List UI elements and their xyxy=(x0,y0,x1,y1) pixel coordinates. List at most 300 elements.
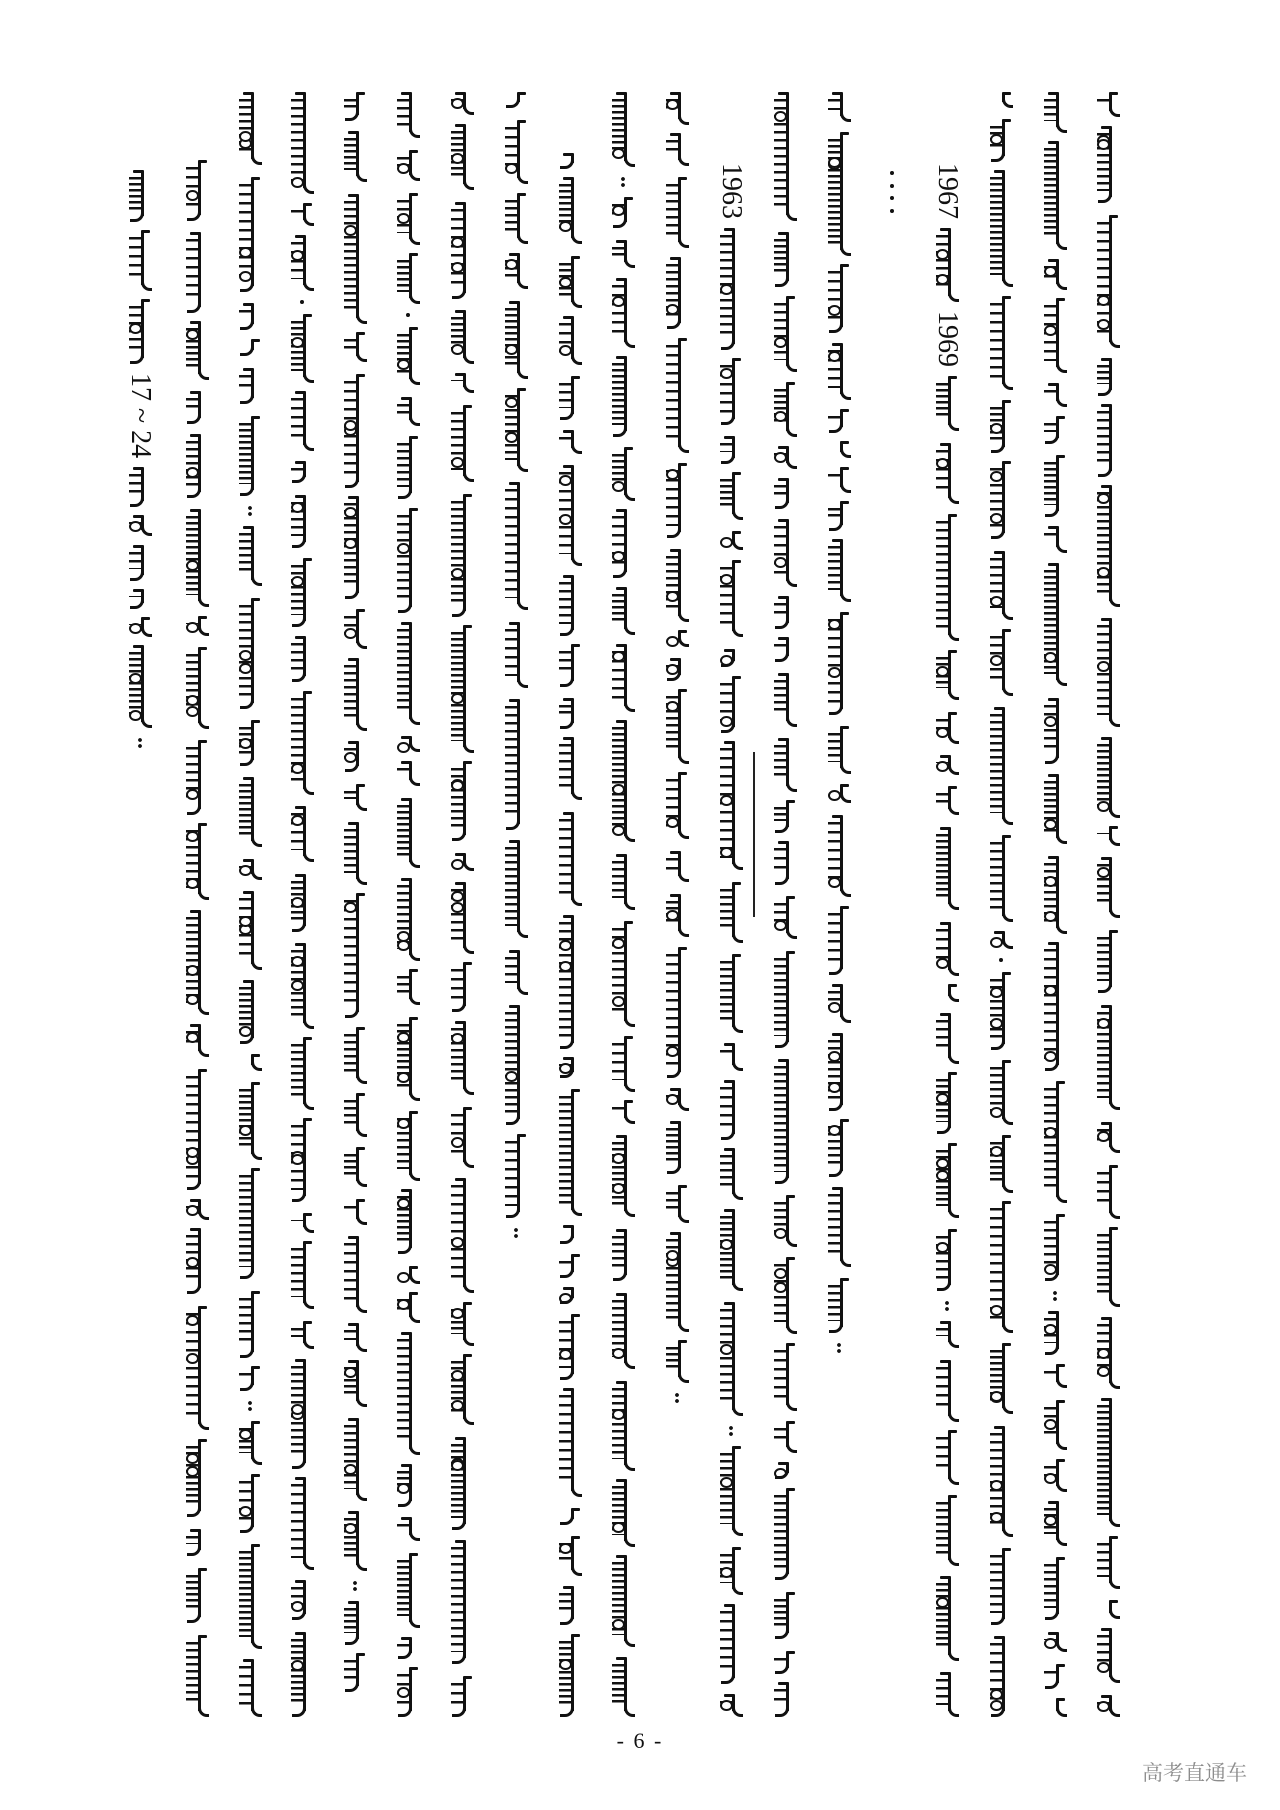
mongolian-word xyxy=(1040,1311,1070,1355)
mongolian-word xyxy=(393,969,423,1005)
mongolian-word xyxy=(824,539,854,602)
mongolian-word xyxy=(986,1135,1016,1193)
letter-loop xyxy=(612,996,625,1007)
mongolian-word xyxy=(662,133,692,166)
letter-loop xyxy=(291,1154,304,1165)
mongolian-word xyxy=(986,972,1016,1050)
mongolian-word xyxy=(770,1195,800,1247)
mongolian-word xyxy=(340,1199,370,1225)
mongolian-word xyxy=(662,463,692,538)
mongolian-word xyxy=(662,1121,692,1174)
mongolian-word xyxy=(287,314,317,383)
letter-loop xyxy=(451,1400,464,1411)
mongolian-word xyxy=(235,980,265,1044)
mongolian-word xyxy=(555,915,585,1049)
letter-loop xyxy=(774,411,787,422)
mongolian-word xyxy=(716,1043,746,1071)
mongolian-word xyxy=(235,1291,265,1358)
letter-loop xyxy=(451,780,464,791)
mongolian-word xyxy=(393,1111,423,1181)
letter-loop xyxy=(666,1094,679,1105)
mongolian-word xyxy=(447,92,477,115)
letter-loop xyxy=(291,897,304,908)
mongolian-word xyxy=(447,962,477,1012)
mongolian-word xyxy=(1040,1459,1070,1492)
mongolian-word xyxy=(287,235,317,291)
letter-loop xyxy=(186,190,199,201)
mongolian-word xyxy=(555,575,585,636)
text-column xyxy=(986,0,1016,1810)
letter-loop xyxy=(774,337,787,348)
letter-loop xyxy=(1044,1051,1057,1062)
mongolian-word xyxy=(932,827,962,910)
mongolian-word xyxy=(447,1178,477,1293)
letter-loop xyxy=(720,1344,733,1355)
letter-loop xyxy=(291,177,304,188)
mongolian-word xyxy=(608,1229,638,1281)
mongolian-word xyxy=(608,92,638,167)
letter-loop xyxy=(186,1466,199,1477)
mongolian-word xyxy=(125,467,155,507)
letter-loop xyxy=(666,99,679,110)
mongolian-word xyxy=(1093,1317,1123,1389)
letter-loop xyxy=(186,467,199,478)
letter-loop xyxy=(612,1619,625,1630)
letter-loop xyxy=(666,1046,679,1057)
letter-loop xyxy=(239,738,252,749)
letter-loop xyxy=(451,344,464,355)
letter-loop xyxy=(129,323,142,334)
mongolian-word xyxy=(1093,1122,1123,1153)
letter-loop xyxy=(774,1268,787,1279)
letter-loop xyxy=(239,663,252,674)
letter-loop xyxy=(505,259,518,270)
letter-loop xyxy=(1097,1662,1110,1673)
mongolian-word xyxy=(1040,298,1070,373)
letter-loop xyxy=(397,1687,410,1698)
mongolian-word xyxy=(235,368,265,404)
letter-loop xyxy=(1097,661,1110,672)
mongolian-word xyxy=(932,786,962,815)
letter-loop xyxy=(505,1071,518,1082)
mongolian-word xyxy=(770,596,800,629)
mongolian-word xyxy=(393,1017,423,1101)
mongolian-word xyxy=(1093,1398,1123,1527)
mongolian-word xyxy=(555,1254,585,1278)
letter-loop xyxy=(936,1170,949,1181)
mongolian-word xyxy=(824,984,854,1023)
mongolian-word xyxy=(1093,618,1123,727)
mongolian-word xyxy=(287,691,317,795)
text-column xyxy=(770,0,800,1810)
mongolian-word xyxy=(608,1293,638,1369)
mongolian-word xyxy=(716,1302,746,1416)
letter-loop xyxy=(1044,876,1057,887)
mongolian-word xyxy=(555,1508,585,1525)
mongolian-word xyxy=(986,296,1016,390)
text-column xyxy=(662,0,692,1810)
mongolian-word xyxy=(340,658,370,731)
letter-loop xyxy=(559,345,572,356)
mongolian-word xyxy=(662,851,692,882)
mongolian-word xyxy=(932,1229,962,1291)
letter-loop xyxy=(451,693,464,704)
letter-loop xyxy=(720,537,733,548)
letter-loop xyxy=(1097,493,1110,504)
letter-loop xyxy=(129,623,142,634)
letter-loop xyxy=(397,742,410,753)
letter-loop xyxy=(1044,1419,1057,1430)
letter-loop xyxy=(505,163,518,174)
mongolian-word xyxy=(182,1024,212,1057)
letter-loop xyxy=(666,701,679,712)
letter-loop xyxy=(666,469,679,480)
ellipsis-dot xyxy=(890,184,894,188)
mongolian-word xyxy=(716,741,746,870)
letter-loop xyxy=(397,1299,410,1310)
letter-loop xyxy=(990,1480,1003,1491)
mongolian-word xyxy=(824,501,854,531)
letter-loop xyxy=(239,1429,252,1440)
mongolian-word xyxy=(932,1430,962,1485)
letter-loop xyxy=(344,902,357,913)
text-column xyxy=(1093,0,1123,1810)
letter-loop xyxy=(291,763,304,774)
mongolian-word xyxy=(182,910,212,1015)
mongolian-word xyxy=(182,1635,212,1717)
mongolian-word xyxy=(287,1241,317,1309)
mongolian-word xyxy=(932,228,962,302)
mongolian-word xyxy=(986,119,1016,162)
mongolian-word xyxy=(662,549,692,622)
text-column xyxy=(125,0,155,1810)
letter-loop xyxy=(666,591,679,602)
number-text: 1963 xyxy=(716,163,747,219)
mongolian-word xyxy=(932,755,962,775)
letter-loop xyxy=(451,859,464,870)
letter-loop xyxy=(828,877,841,888)
letter-loop xyxy=(936,458,949,469)
mongolian-word xyxy=(824,132,854,256)
letter-loop xyxy=(239,650,252,661)
mongolian-word xyxy=(125,589,155,609)
mongolian-word xyxy=(340,1236,370,1313)
mongolian-word xyxy=(1093,826,1123,846)
mongolian-word xyxy=(555,698,585,729)
letter-loop xyxy=(1097,319,1110,330)
letter-loop xyxy=(397,163,410,174)
mongolian-word xyxy=(287,1037,317,1110)
mongolian-word xyxy=(340,1418,370,1501)
mongolian-word xyxy=(287,495,317,548)
letter-loop xyxy=(186,1257,199,1268)
number-text: 1969 xyxy=(932,311,963,367)
mongolian-word xyxy=(235,1366,265,1391)
mongolian-word xyxy=(986,551,1016,620)
mongolian-word xyxy=(447,1540,477,1664)
letter-loop xyxy=(828,157,841,168)
mongolian-word xyxy=(662,689,692,764)
mongolian-word xyxy=(716,1148,746,1200)
mongolian-word xyxy=(608,356,638,437)
mongolian-word xyxy=(1093,126,1123,203)
mongolian-word xyxy=(1040,1698,1070,1717)
letter-loop xyxy=(186,1353,199,1364)
mongolian-word xyxy=(770,1682,800,1717)
mongolian-word xyxy=(182,321,212,380)
number-text: 1967 xyxy=(932,163,963,219)
mongolian-word xyxy=(608,1100,638,1124)
letter-loop xyxy=(239,865,252,876)
letter-loop xyxy=(451,153,464,164)
mongolian-word xyxy=(340,893,370,1018)
text-column xyxy=(287,0,317,1810)
letter-loop xyxy=(990,1391,1003,1402)
mongolian-word xyxy=(235,720,265,766)
mongolian-word xyxy=(287,461,317,483)
ellipsis-dot xyxy=(890,196,894,200)
letter-loop xyxy=(186,831,199,842)
letter-loop xyxy=(397,213,410,224)
mongolian-word xyxy=(716,1446,746,1536)
mongolian-word xyxy=(555,376,585,420)
letter-loop xyxy=(1044,652,1057,663)
letter-loop xyxy=(559,940,572,951)
letter-loop xyxy=(720,716,733,727)
mongolian-word xyxy=(932,1321,962,1348)
ellipsis-dot xyxy=(890,209,894,213)
full-stop-mark xyxy=(729,1425,733,1437)
mongolian-word xyxy=(662,772,692,839)
letter-loop xyxy=(186,878,199,889)
letter-loop xyxy=(451,1237,464,1248)
mongolian-word xyxy=(501,950,531,995)
mongolian-word xyxy=(182,1069,212,1190)
mongolian-word xyxy=(1093,1005,1123,1110)
letter-loop xyxy=(186,994,199,1005)
mongolian-word xyxy=(608,1381,638,1471)
mongolian-word xyxy=(501,622,531,688)
mongolian-word xyxy=(393,1517,423,1541)
mongolian-word xyxy=(932,1072,962,1134)
letter-loop xyxy=(936,1597,949,1608)
mongolian-word xyxy=(393,1464,423,1507)
letter-loop xyxy=(397,1032,410,1043)
letter-loop xyxy=(828,1002,841,1013)
mongolian-word xyxy=(340,194,370,324)
letter-loop xyxy=(612,551,625,562)
letter-loop xyxy=(559,1659,572,1670)
mongolian-word xyxy=(932,1143,962,1218)
mongolian-word xyxy=(770,800,800,833)
mongolian-word xyxy=(340,332,370,362)
mongolian-word xyxy=(182,1306,212,1430)
mongolian-word xyxy=(340,1653,370,1692)
mongolian-word xyxy=(393,878,423,961)
mongolian-word xyxy=(555,1089,585,1216)
mongolian-word xyxy=(287,1321,317,1349)
letter-loop xyxy=(774,1468,787,1479)
letter-loop xyxy=(990,987,1003,998)
letter-loop xyxy=(186,789,199,800)
letter-loop xyxy=(1044,1324,1057,1335)
text-column xyxy=(501,0,531,1810)
mongolian-word xyxy=(555,1536,585,1576)
mongolian-word xyxy=(1093,404,1123,477)
mongolian-word xyxy=(932,1495,962,1566)
mongolian-word xyxy=(770,637,800,662)
letter-loop xyxy=(990,937,1003,948)
mongolian-word xyxy=(716,1547,746,1595)
letter-loop xyxy=(612,1409,625,1420)
mongolian-word xyxy=(393,253,423,304)
mongolian-word xyxy=(662,257,692,329)
letter-loop xyxy=(666,1250,679,1261)
text-column xyxy=(555,0,585,1810)
letter-loop xyxy=(559,221,572,232)
mongolian-word xyxy=(1093,737,1123,818)
watermark: 高考直通车 xyxy=(1142,1761,1247,1785)
mongolian-word xyxy=(555,1057,585,1078)
full-stop-mark xyxy=(837,1342,841,1354)
letter-loop xyxy=(936,249,949,260)
letter-loop xyxy=(666,304,679,315)
mongolian-word xyxy=(182,160,212,221)
mongolian-word xyxy=(447,202,477,299)
letter-loop xyxy=(1044,1127,1057,1138)
mongolian-word xyxy=(287,1632,317,1717)
mongolian-word xyxy=(447,1437,477,1530)
mongolian-word xyxy=(555,177,585,244)
letter-loop xyxy=(239,247,252,258)
mongolian-word xyxy=(235,1082,265,1160)
mongolian-word xyxy=(662,894,692,937)
mongolian-word xyxy=(393,508,423,613)
mongolian-word xyxy=(1093,930,1123,993)
letter-loop xyxy=(559,1063,572,1074)
mongolian-word xyxy=(716,1080,746,1140)
mongolian-word xyxy=(235,303,265,330)
letter-loop xyxy=(990,423,1003,434)
mongolian-word xyxy=(235,859,265,880)
mongolian-word xyxy=(824,343,854,400)
mongolian-word xyxy=(1093,92,1123,117)
mongolian-word xyxy=(608,1555,638,1647)
letter-loop xyxy=(1097,1366,1110,1377)
full-stop-mark xyxy=(675,1392,679,1404)
mongolian-word xyxy=(340,1027,370,1084)
mongolian-word xyxy=(1040,92,1070,133)
mongolian-word xyxy=(932,443,962,504)
mongolian-word xyxy=(182,391,212,424)
mongolian-word xyxy=(447,310,477,364)
letter-loop xyxy=(451,1370,464,1381)
letter-loop xyxy=(612,205,625,216)
mongolian-word xyxy=(182,1529,212,1556)
mongolian-word xyxy=(770,382,800,437)
mongolian-word xyxy=(393,1637,423,1659)
letter-loop xyxy=(186,1032,199,1043)
mongolian-word xyxy=(824,815,854,897)
letter-loop xyxy=(990,1700,1003,1711)
letter-loop xyxy=(291,956,304,967)
letter-loop xyxy=(720,655,733,666)
letter-loop xyxy=(505,432,518,443)
letter-loop xyxy=(291,1404,304,1415)
mongolian-word xyxy=(824,409,854,433)
letter-loop xyxy=(720,1239,733,1250)
mongolian-word xyxy=(1040,259,1070,290)
letter-loop xyxy=(397,359,410,370)
mongolian-word xyxy=(235,1659,265,1717)
mongolian-word xyxy=(824,612,854,715)
mongolian-word xyxy=(1040,1400,1070,1450)
mongolian-word xyxy=(662,658,692,681)
mongolian-word xyxy=(235,1054,265,1071)
mongolian-word xyxy=(125,299,155,364)
mongolian-word xyxy=(340,741,370,772)
letter-loop xyxy=(774,920,787,931)
full-stop-mark xyxy=(1053,1290,1057,1302)
mongolian-word xyxy=(1093,1628,1123,1683)
mongolian-word xyxy=(770,1488,800,1580)
mongolian-word xyxy=(125,545,155,581)
mongolian-word xyxy=(447,1302,477,1346)
full-stop-mark xyxy=(248,505,252,517)
mongolian-word xyxy=(770,232,800,287)
letter-loop xyxy=(505,344,518,355)
mongolian-word xyxy=(716,358,746,425)
mongolian-word xyxy=(662,1185,692,1223)
mongolian-word xyxy=(1040,1364,1070,1388)
letter-loop xyxy=(612,1348,625,1359)
mongolian-word xyxy=(182,1199,212,1220)
mongolian-word xyxy=(447,1676,477,1717)
letter-loop xyxy=(559,514,572,525)
mongolian-word xyxy=(501,840,531,938)
letter-loop xyxy=(129,673,142,684)
letter-loop xyxy=(612,481,625,492)
mongolian-word xyxy=(770,519,800,587)
letter-loop xyxy=(186,1147,199,1158)
letter-loop xyxy=(239,131,252,142)
letter-loop xyxy=(559,475,572,486)
letter-loop xyxy=(720,284,733,295)
mongolian-word xyxy=(770,738,800,792)
mongolian-word xyxy=(1093,1536,1123,1589)
mongolian-word xyxy=(393,436,423,499)
mongolian-word xyxy=(608,509,638,578)
mongolian-word xyxy=(235,777,265,847)
mongolian-word xyxy=(1040,1632,1070,1652)
mongolian-word xyxy=(393,1553,423,1628)
mongolian-word xyxy=(393,761,423,786)
mongolian-word xyxy=(770,296,800,372)
letter-loop xyxy=(990,596,1003,607)
mongolian-word xyxy=(824,1187,854,1267)
mongolian-word xyxy=(182,509,212,607)
mongolian-word xyxy=(716,531,746,550)
mongolian-word xyxy=(608,1479,638,1547)
letter-loop xyxy=(186,1315,199,1326)
mongolian-word xyxy=(1040,698,1070,764)
letter-loop xyxy=(990,471,1003,482)
mongolian-word xyxy=(770,1421,800,1453)
mongolian-word xyxy=(716,649,746,667)
mongolian-word xyxy=(608,854,638,910)
mongolian-word xyxy=(716,1209,746,1291)
mongolian-word xyxy=(393,736,423,752)
